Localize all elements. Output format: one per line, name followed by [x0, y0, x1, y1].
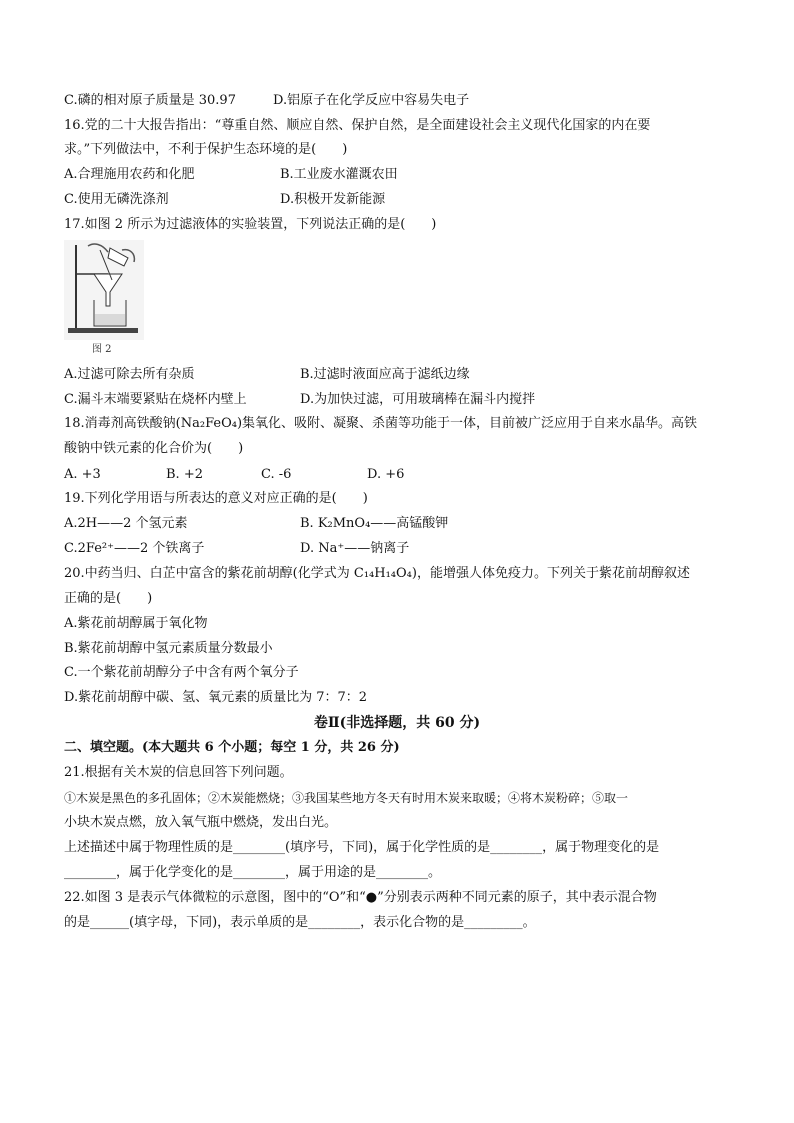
q15-options-row [64, 92, 734, 110]
q15-option-c: C.磷的相对原子质量是 30.97 [64, 93, 236, 108]
q16-stem-line-1: 16.党的二十大报告指出：“尊重自然、顺应自然、保护自然，是全面建设社会主义现代化国家的内在要 [64, 118, 651, 133]
q16-option-c: C.使用无磷洗涤剂 [64, 192, 169, 207]
q18-option-a: A. +3 [64, 467, 101, 482]
q17-option-b: B.过滤时液面应高于滤纸边缘 [300, 367, 470, 382]
q15-option-d: D.铝原子在化学反应中容易失电子 [273, 93, 470, 108]
q18-option-d: D. +6 [367, 467, 405, 482]
q16-option-b: B.工业废水灌溉农田 [280, 167, 398, 182]
q16-options-row-1 [64, 166, 734, 184]
part-2-heading: 二、填空题。(本大题共 6 个小题；每空 1 分，共 26 分) [64, 740, 400, 755]
filtration-apparatus-icon [64, 240, 144, 340]
section-2-title: 卷Ⅱ(非选择题，共 60 分) [313, 715, 481, 731]
q21-stem: 21.根据有关木炭的信息回答下列问题。 [64, 765, 293, 780]
q17-options-row-2 [64, 391, 734, 409]
q18-stem-line-2: 酸钠中铁元素的化合价为( ) [64, 441, 244, 456]
q19-option-c: C.2Fe²⁺——2 个铁离子 [64, 541, 205, 556]
q19-options-row-1 [64, 515, 734, 533]
q21-info-line-2: 小块木炭点燃，放入氧气瓶中燃烧，发出白光。 [64, 815, 338, 830]
q17-option-c: C.漏斗末端要紧贴在烧杯内壁上 [64, 392, 247, 407]
q17-option-a: A.过滤可除去所有杂质 [64, 367, 195, 382]
q18-stem-line-1: 18.消毒剂高铁酸钠(Na₂FeO₄)集氧化、吸附、凝聚、杀菌等功能于一体，目前被广泛应用于自来水晶华。高铁 [64, 416, 698, 431]
q20-option-a: A.紫花前胡醇属于氧化物 [64, 616, 208, 631]
q17-options-row-1 [64, 366, 734, 384]
q20-stem-line-2: 正确的是( ) [64, 591, 153, 606]
q16-options-row-2 [64, 191, 734, 209]
q20-option-d: D.紫花前胡醇中碳、氢、氧元素的质量比为 7：7：2 [64, 690, 368, 705]
figure-2-caption: 图 2 [92, 344, 112, 355]
q19-option-d: D. Na⁺——钠离子 [300, 541, 410, 556]
q21-question-line-2: ________，属于化学变化的是________，属于用途的是________。 [64, 865, 442, 880]
q19-stem: 19.下列化学用语与所表达的意义对应正确的是( ) [64, 491, 368, 506]
q16-option-a: A.合理施用农药和化肥 [64, 167, 195, 182]
q22-stem-line-2: 的是______(填字母，下同)，表示单质的是________，表示化合物的是_________。 [64, 915, 536, 930]
q20-option-c: C.一个紫花前胡醇分子中含有两个氧分子 [64, 665, 299, 680]
q18-options-row [64, 466, 734, 484]
q22-stem-line-1: 22.如图 3 是表示气体微粒的示意图，图中的“O”和“●”分别表示两种不同元素的原子，其中表示混合物 [64, 890, 657, 905]
q19-options-row-2 [64, 540, 734, 558]
q19-option-a: A.2H——2 个氢元素 [64, 516, 188, 531]
q19-option-b: B. K₂MnO₄——高锰酸钾 [300, 516, 449, 531]
q20-stem-line-1: 20.中药当归、白芷中富含的紫花前胡醇(化学式为 C₁₄H₁₄O₄)，能增强人体免疫力。下列关于紫花前胡醇叙述 [64, 566, 690, 581]
q16-stem-line-2: 求。”下列做法中，不利于保护生态环境的是( ) [64, 142, 348, 157]
q18-option-b: B. +2 [166, 467, 203, 482]
q17-stem: 17.如图 2 所示为过滤液体的实验装置，下列说法正确的是( ) [64, 217, 437, 232]
q20-option-b: B.紫花前胡醇中氢元素质量分数最小 [64, 641, 273, 656]
filtration-figure [64, 240, 144, 356]
q16-option-d: D.积极开发新能源 [280, 192, 386, 207]
q17-option-d: D.为加快过滤，可用玻璃棒在漏斗内搅拌 [300, 392, 536, 407]
q21-info-line-1: ①木炭是黑色的多孔固体；②木炭能燃烧；③我国某些地方冬天有时用木炭来取暖；④将木炭粉碎；⑤取一 [64, 791, 629, 805]
q21-question-line-1: 上述描述中属于物理性质的是________(填序号，下同)，属于化学性质的是________，属于物理变化的是 [64, 840, 660, 855]
q18-option-c: C. -6 [261, 467, 292, 482]
